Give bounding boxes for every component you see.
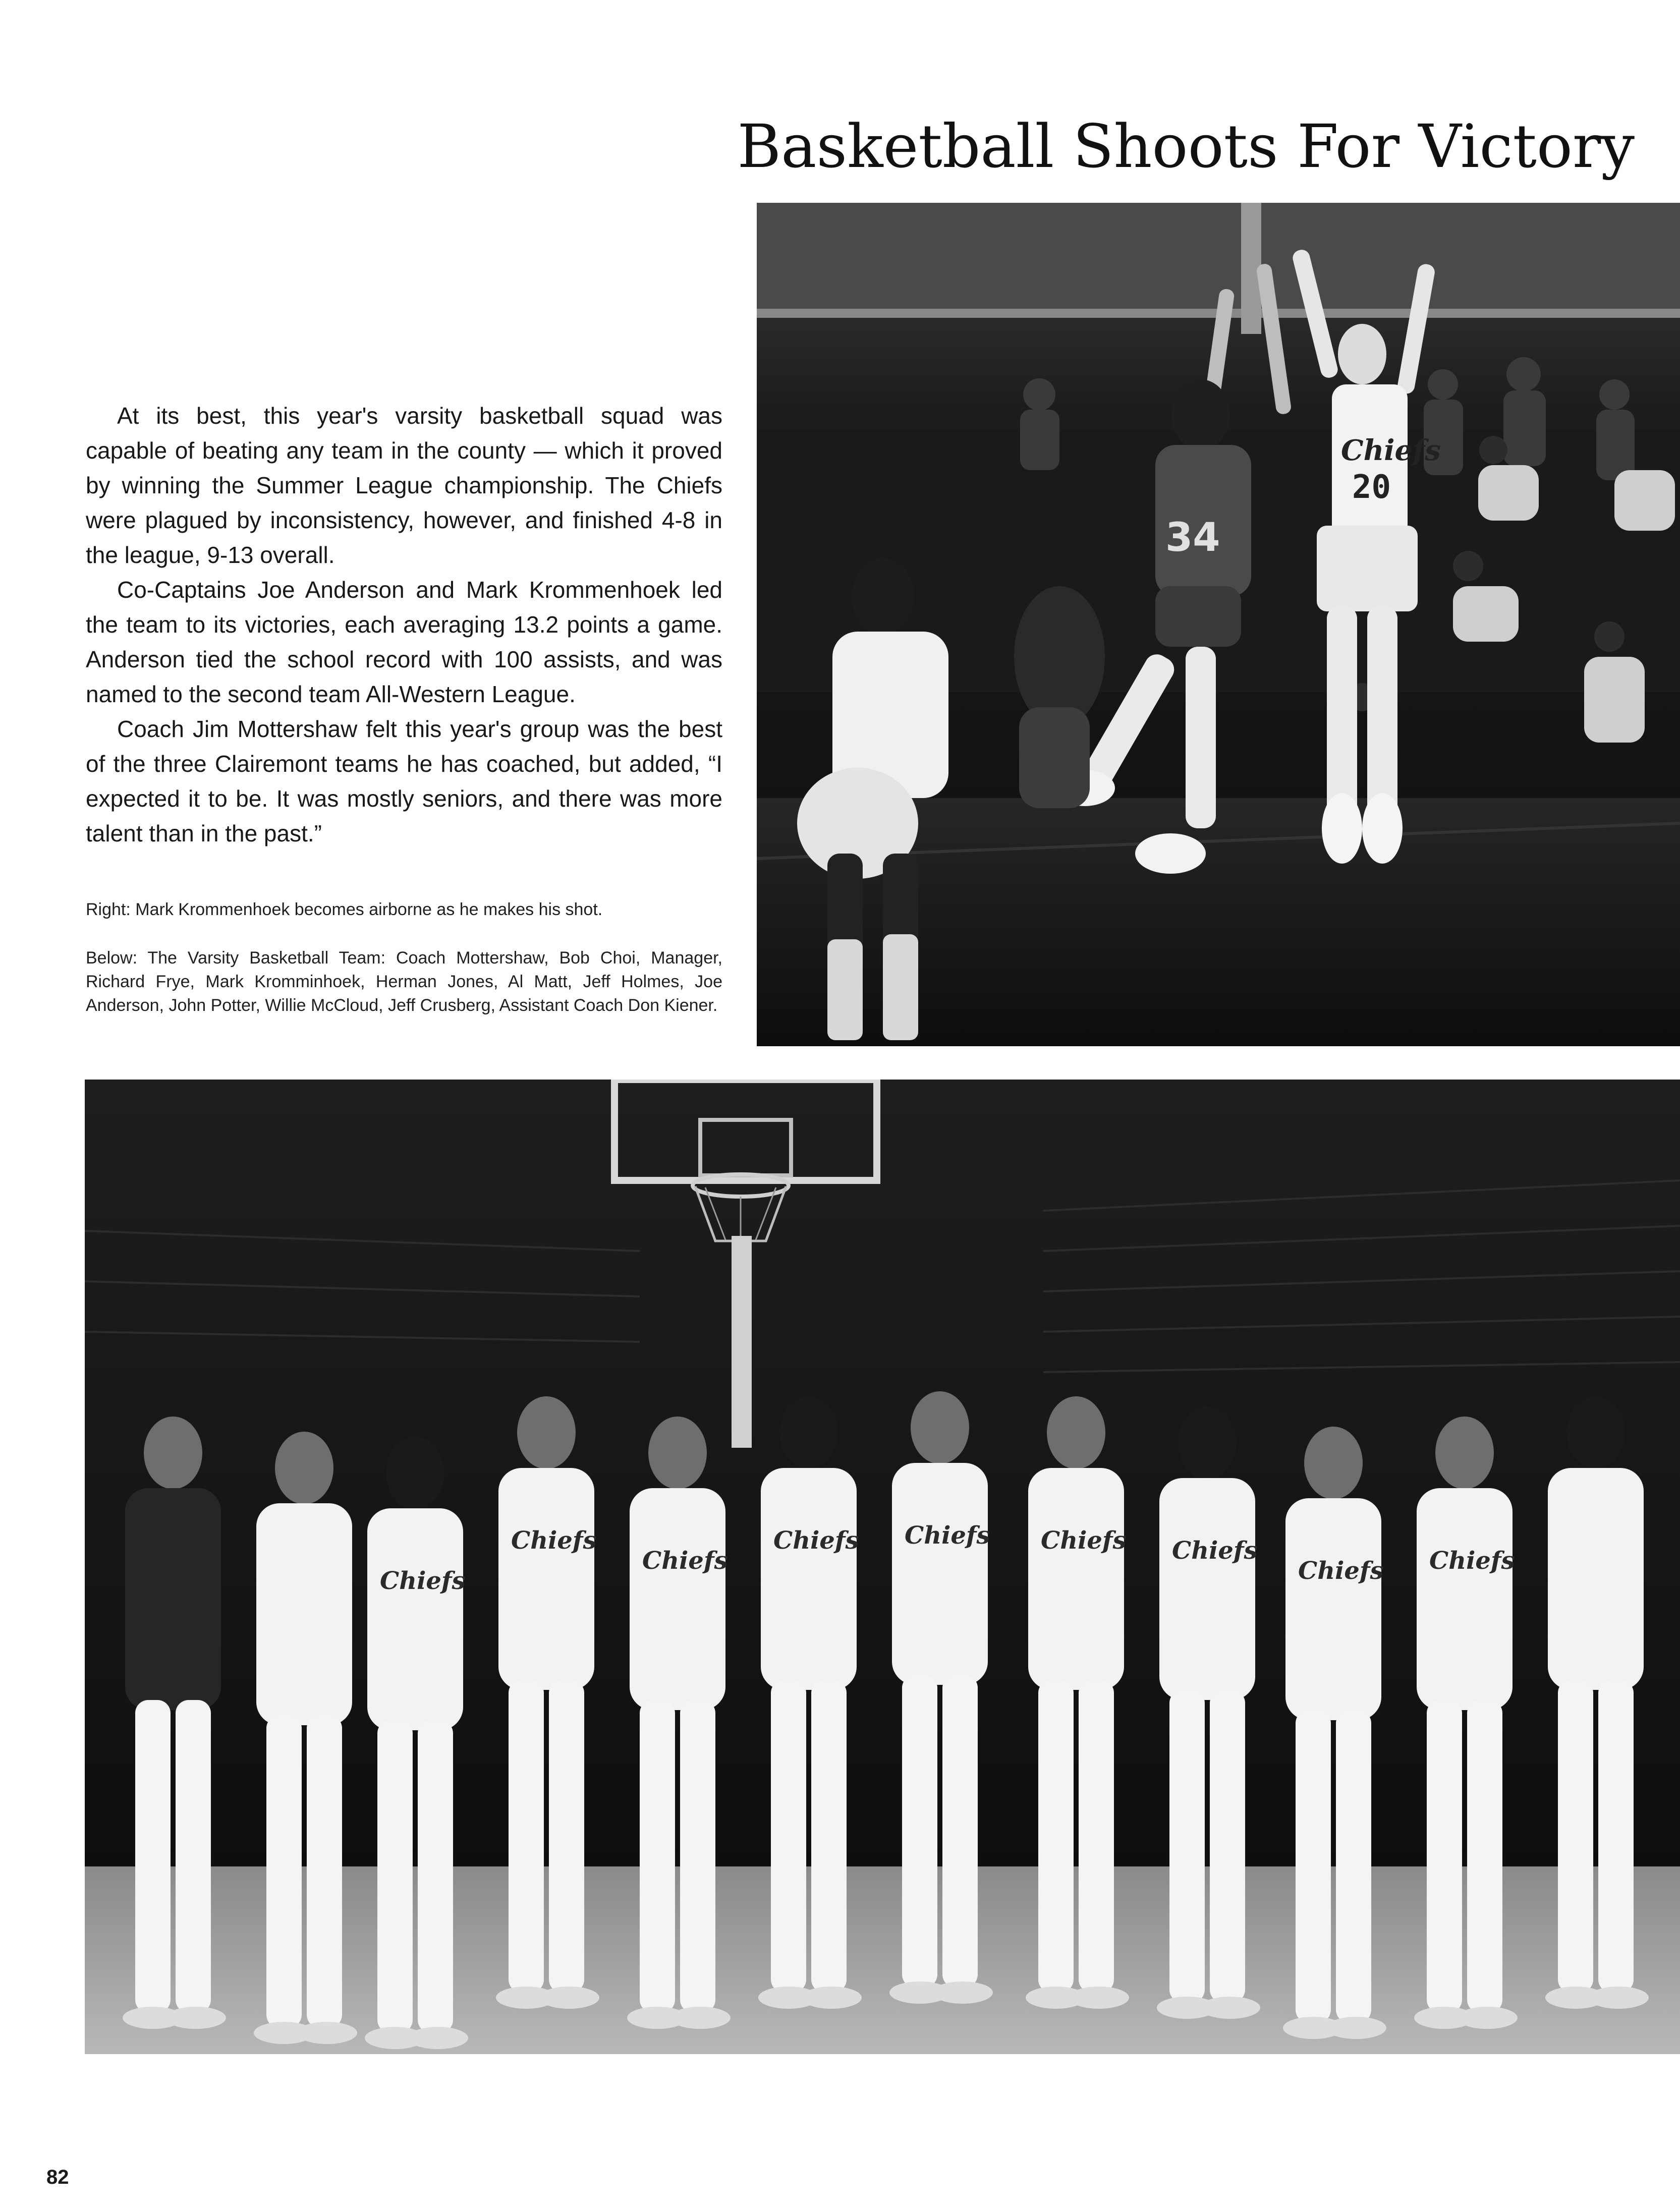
jersey-script: Chiefs bbox=[1341, 434, 1441, 467]
article-body bbox=[86, 399, 722, 851]
jersey-script: Chiefs bbox=[1429, 1547, 1515, 1575]
figure-body-part bbox=[1169, 1690, 1205, 2003]
figure-body-part bbox=[135, 1700, 171, 2013]
figure-body-part bbox=[801, 1987, 862, 2009]
figure-body-part bbox=[498, 1468, 594, 1690]
figure-body-part bbox=[1028, 1468, 1124, 1690]
figure-body-part bbox=[670, 2007, 731, 2029]
figure-body-part bbox=[509, 1680, 544, 1993]
figure-body-part bbox=[176, 1700, 211, 2013]
jersey-script: Chiefs bbox=[1172, 1537, 1258, 1565]
figure-body-part bbox=[1548, 1468, 1644, 1690]
figure-head bbox=[517, 1396, 576, 1469]
page-title: Basketball Shoots For Victory bbox=[737, 111, 1635, 181]
action-photo bbox=[757, 203, 1680, 1046]
figure-body-part bbox=[307, 1715, 342, 2028]
jersey-script: Chiefs bbox=[773, 1526, 859, 1555]
figure-body-part bbox=[630, 1488, 725, 1710]
figure-body-part bbox=[680, 1700, 715, 2013]
figure-body-part bbox=[640, 1700, 675, 2013]
article-paragraph: Coach Jim Mottershaw felt this year's group was the best of the three Clairemont teams he has coached, but added, “I expected it to be. It was mostly seniors, and there was more talent than in the past.” bbox=[86, 716, 722, 846]
figure-body-part bbox=[1588, 1987, 1649, 2009]
figure-head bbox=[911, 1391, 969, 1464]
team-photo bbox=[85, 1080, 1680, 2054]
figure-body-part bbox=[256, 1503, 352, 1725]
figure-body-part bbox=[418, 1720, 453, 2033]
figure-head bbox=[386, 1437, 444, 1509]
jersey-script: Chiefs bbox=[511, 1526, 597, 1555]
article-paragraph: At its best, this year's varsity basketball squad was capable of beating any team in the county — which it proved by winning the Summer League championship. The Chiefs were plagued by inconsistency, however, and finished 4-8 in the league, 9-13 overall. bbox=[86, 403, 722, 568]
figure-body-part bbox=[771, 1680, 806, 1993]
figure-head bbox=[779, 1396, 838, 1469]
jersey-script: Chiefs bbox=[905, 1521, 990, 1550]
action-photo-scene bbox=[757, 203, 1680, 1046]
figure-body-part bbox=[266, 1715, 302, 2028]
figure-body-part bbox=[367, 1508, 463, 1730]
figure-body-part bbox=[549, 1680, 584, 1993]
jersey-script: Chiefs bbox=[642, 1547, 728, 1575]
figure-body-part bbox=[1296, 1710, 1331, 2023]
figure-body-part bbox=[377, 1720, 413, 2033]
jersey-number: 20 bbox=[1352, 469, 1391, 506]
figure-body-part bbox=[165, 2007, 226, 2029]
article-paragraph: Co-Captains Joe Anderson and Mark Krommenhoek led the team to its victories, each averaging 13.2 points a game. Anderson tied the school record with 100 assists, and was named to the second team All-Western League. bbox=[86, 577, 722, 707]
figure-head bbox=[1178, 1406, 1237, 1479]
figure-body-part bbox=[1326, 2017, 1386, 2039]
team-photo-scene bbox=[85, 1080, 1680, 2054]
figure-body-part bbox=[539, 1987, 599, 2009]
figure-body-part bbox=[1558, 1680, 1593, 1993]
figure-body-part bbox=[1457, 2007, 1518, 2029]
figure-body-part bbox=[1427, 1700, 1462, 2013]
figure-body-part bbox=[1079, 1680, 1114, 1993]
figure-body-part bbox=[811, 1680, 847, 1993]
figure-body-part bbox=[408, 2027, 468, 2049]
figure-body-part bbox=[1069, 1987, 1129, 2009]
jersey-script: Chiefs bbox=[380, 1567, 466, 1595]
figure-head bbox=[648, 1416, 707, 1489]
figure-body-part bbox=[125, 1488, 221, 1710]
figure-body-part bbox=[297, 2022, 357, 2044]
figure-head bbox=[1304, 1427, 1363, 1499]
jersey-script: Chiefs bbox=[1298, 1557, 1384, 1585]
figure-body-part bbox=[1417, 1488, 1513, 1710]
caption-below: Below: The Varsity Basketball Team: Coach Mottershaw, Bob Choi, Manager, Richard Frye, Mark Kromminhoek, Herman Jones, Al Matt, Jeff Holmes, Joe Anderson, John Potter, Willie McCloud, Jeff Crusberg, Assistant Coach Don Kiener. bbox=[86, 948, 722, 1015]
figure-body-part bbox=[932, 1981, 993, 2004]
figure-body-part bbox=[1285, 1498, 1381, 1720]
caption-right: Right: Mark Krommenhoek becomes airborne as he makes his shot. bbox=[86, 900, 603, 919]
figure-body-part bbox=[902, 1675, 937, 1988]
opponent-number: 34 bbox=[1165, 515, 1220, 560]
figure-head bbox=[1047, 1396, 1105, 1469]
figure-head bbox=[1566, 1396, 1625, 1469]
figure-body-part bbox=[1038, 1680, 1074, 1993]
figure-head bbox=[144, 1416, 202, 1489]
figure-body-part bbox=[1159, 1478, 1255, 1700]
figure-body-part bbox=[892, 1463, 988, 1685]
figure-body-part bbox=[761, 1468, 857, 1690]
jersey-script: Chiefs bbox=[1041, 1526, 1127, 1555]
figure-head bbox=[275, 1432, 333, 1504]
figure-body-part bbox=[1467, 1700, 1502, 2013]
figure-body-part bbox=[1200, 1997, 1260, 2019]
figure-head bbox=[1435, 1416, 1494, 1489]
figure-body-part bbox=[1210, 1690, 1245, 2003]
figure-body-part bbox=[1336, 1710, 1371, 2023]
page-number: 82 bbox=[46, 2166, 69, 2188]
figure-body-part bbox=[942, 1675, 978, 1988]
figure-body-part bbox=[1598, 1680, 1634, 1993]
